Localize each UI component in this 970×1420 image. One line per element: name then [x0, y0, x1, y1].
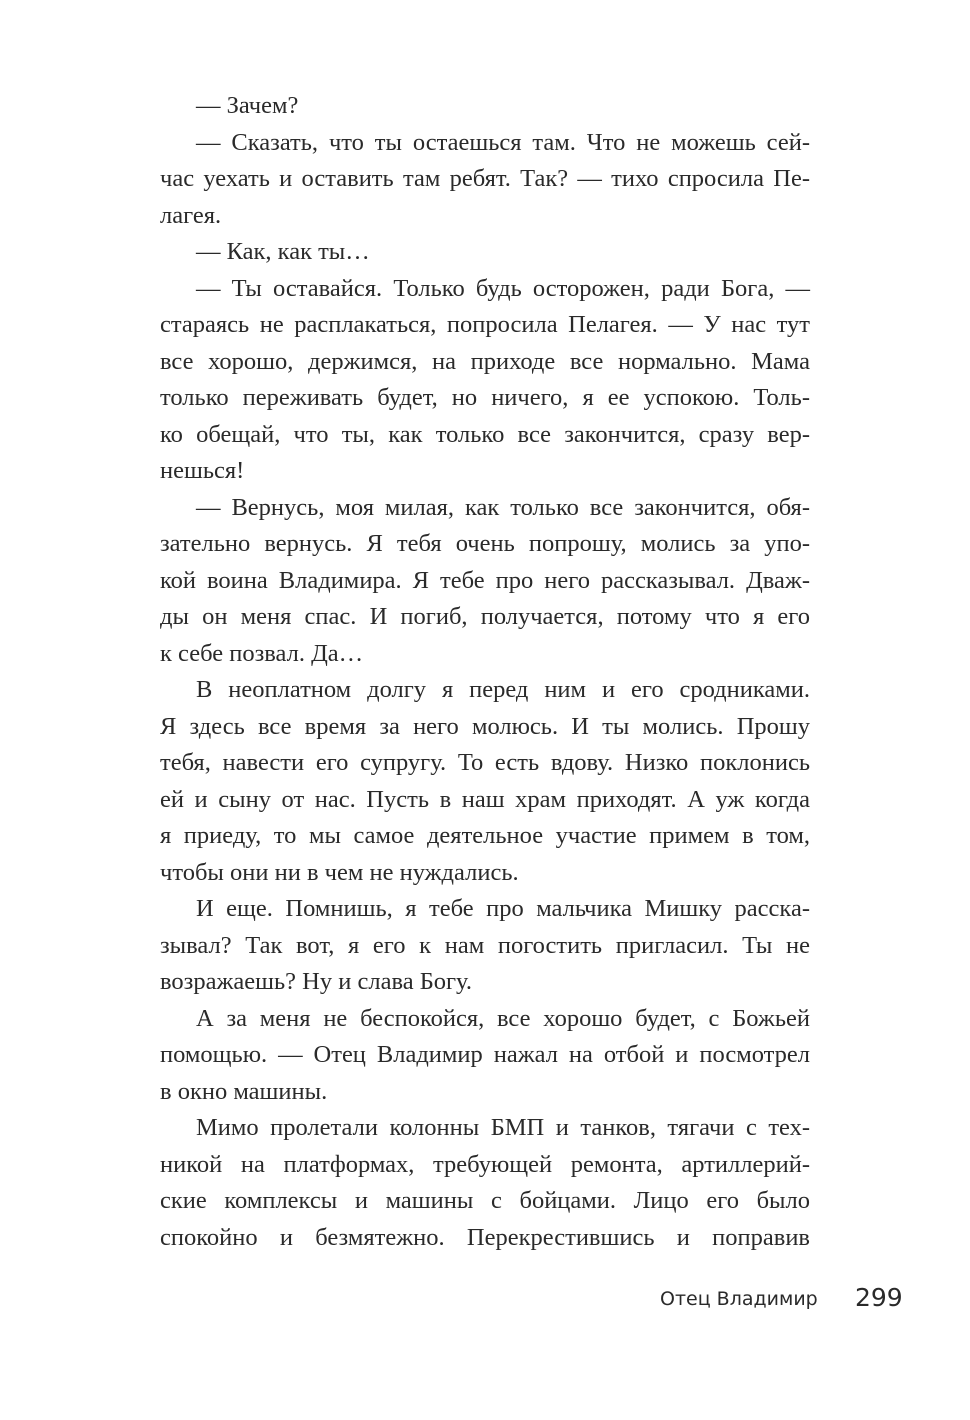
page-number: 299 [855, 1283, 903, 1312]
text-line: к себе позвал. Да… [160, 639, 364, 667]
text-line: никой на платформах, требующей ремонта, артиллерий- [160, 1150, 810, 1178]
text-line: час уехать и оставить там ребят. Так? — тихо спросила Пе- [160, 165, 810, 192]
text-line: зательно вернусь. Я тебя очень попрошу, молись за упо- [160, 530, 810, 557]
text-line: чтобы они ни в чем не нуждались. [160, 858, 519, 886]
text-line: Мимо пролетали колонны БМП и танков, тягачи с тех- [196, 1114, 810, 1141]
text-line: возражаешь? Ну и слава Богу. [160, 968, 472, 995]
text-line: зывал? Так вот, я его к нам погостить пригласил. Ты не [160, 931, 810, 959]
text-line: спокойно и безмятежно. Перекрестившись и поправив [160, 1223, 810, 1251]
text-line: нешься! [160, 457, 245, 484]
text-line: — Как, как ты… [196, 238, 370, 265]
text-line: — Ты оставайся. Только будь осторожен, ради Бога, — [196, 274, 810, 302]
text-line: ды он меня спас. И погиб, получается, потому что я его [160, 603, 810, 630]
text-line: помощью. — Отец Владимир нажал на отбой и посмотрел [160, 1041, 810, 1068]
running-title: Отец Владимир [660, 1288, 818, 1310]
text-line: только переживать будет, но ничего, я ее успокою. Толь- [160, 384, 810, 411]
text-line: — Зачем? [196, 92, 299, 119]
text-line: стараясь не расплакаться, попросила Пелагея. — У нас тут [160, 311, 810, 338]
text-line: ко обещай, что ты, как только все закончится, сразу вер- [160, 420, 810, 448]
text-line: А за меня не беспокойся, все хорошо будет, с Божьей [196, 1004, 810, 1032]
page-body [160, 88, 810, 1256]
text-line: И еще. Помнишь, я тебе про мальчика Мишку расска- [196, 895, 810, 922]
text-line: ские комплексы и машины с бойцами. Лицо его было [160, 1187, 810, 1214]
text-line: кой воина Владимира. Я тебе про него рассказывал. Дваж- [160, 566, 810, 594]
text-line: — Сказать, что ты остаешься там. Что не можешь сей- [196, 128, 810, 156]
text-line: В неоплатном долгу я перед ним и его сродниками. [196, 676, 810, 703]
text-line: лагея. [160, 201, 222, 229]
text-line: все хорошо, держимся, на приходе все нормально. Мама [160, 347, 810, 375]
text-line: я приеду, то мы самое деятельное участие примем в том, [160, 822, 810, 849]
text-line: тебя, навести его супругу. То есть вдову. Низко поклонись [160, 749, 810, 776]
text-line: в окно машины. [160, 1077, 328, 1105]
text-line: Я здесь все время за него молюсь. И ты молись. Прошу [160, 712, 810, 740]
text-line: ей и сыну от нас. Пусть в наш храм приходят. А уж когда [160, 785, 810, 813]
text-line: — Вернусь, моя милая, как только все закончится, обя- [196, 493, 810, 521]
